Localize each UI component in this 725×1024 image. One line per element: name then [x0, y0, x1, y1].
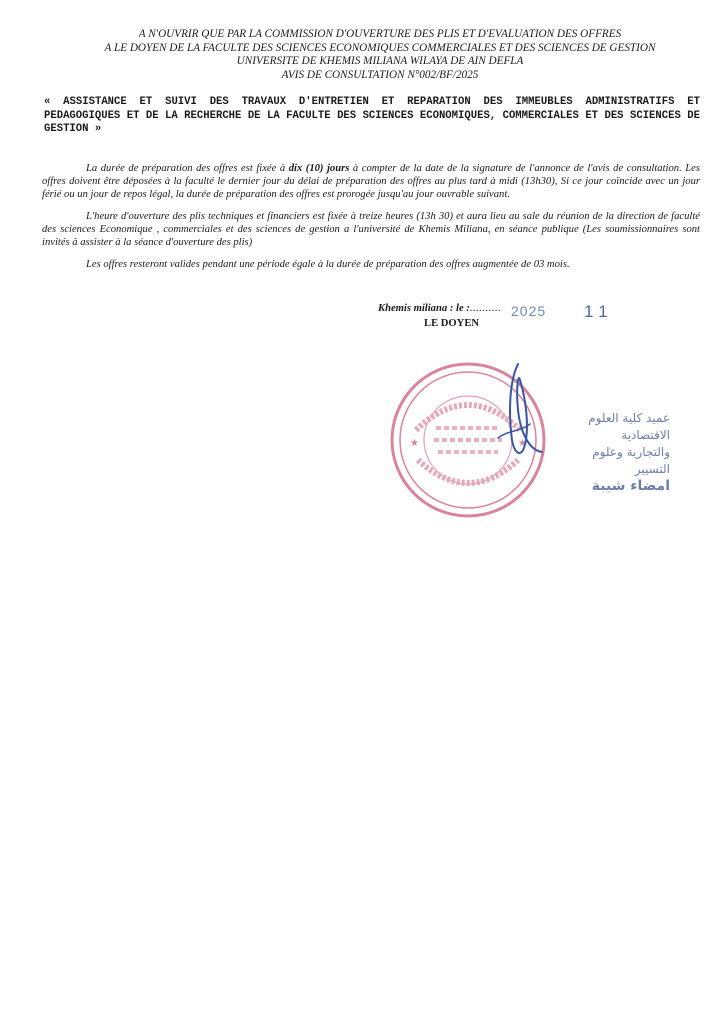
- document-body: [42, 162, 700, 271]
- date-stamp-year: 2025: [511, 303, 547, 319]
- document-header: [60, 28, 700, 82]
- p1-text-a: La durée de préparation des offres est fixée à: [86, 163, 289, 174]
- arabic-line-3: امضاء شيبة: [591, 478, 670, 494]
- svg-text:★: ★: [518, 438, 527, 449]
- header-line-2: A LE DOYEN DE LA FACULTE DES SCIENCES ECONOMIQUES COMMERCIALES ET DES SCIENCES DE GESTION: [104, 41, 656, 54]
- arabic-line-2: والتجارية وعلوم التسيير: [592, 445, 670, 476]
- arabic-stamp-text: [560, 410, 670, 495]
- signature-dots: ..........: [469, 303, 502, 314]
- signature-place: Khemis miliana : le :: [378, 303, 470, 314]
- header-line-4: AVIS DE CONSULTATION N°002/BF/2025: [281, 68, 479, 81]
- arabic-line-1: عميد كلية العلوم الاقتصادية: [588, 411, 670, 442]
- p1-text-b: à compter de la date de la signature de l'annonce de l'avis de consultation. Les offres doivent être déposées à la faculté le dernier jour du délai de préparation des offres au plus tard à midi (13h30), Si ce jour coïncide avec un jour férié ou un jour de repos légal, la durée de préparation des offres est prorogée jusqu'au jour ouvrable suivant.: [42, 163, 700, 200]
- consultation-title: « ASSISTANCE ET SUIVI DES TRAVAUX D'ENTRETIEN ET REPARATION DES IMMEUBLES ADMINISTRATIFS ET PEDAGOGIQUES ET DE LA RECHERCHE DE LA FACULTE DES SCIENCES ECONOMIQUES, COMMERCIALES ET DES SCIENCES DE GESTION »: [44, 96, 700, 135]
- signature-place-date: [378, 303, 501, 314]
- paragraph-opening-time: L'heure d'ouverture des plis techniques et financiers est fixée à treize heures (13h 30) et aura lieu au sale du réunion de la direction de faculté des sciences Economique , commerciales et des sciences de gestion a l'université de Khemis Miliana, en séance publique (Les soumissionnaires sont invités à assister à la séance d'ouverture des plis): [42, 211, 700, 248]
- p1-bold-duration: dix (10) jours: [288, 163, 350, 174]
- header-line-3: UNIVERSITE DE KHEMIS MILIANA WILAYA DE AIN DEFLA: [236, 55, 524, 68]
- handwritten-signature-image: [468, 360, 548, 470]
- paragraph-preparation-delay: [42, 162, 700, 201]
- svg-text:★: ★: [410, 438, 419, 449]
- paragraph-validity: Les offres resteront valides pendant une période égale à la durée de préparation des offres augmentée de 03 mois.: [86, 259, 570, 270]
- header-line-1: A N'OUVRIR QUE PAR LA COMMISSION D'OUVERTURE DES PLIS ET D'EVALUATION DES OFFRES: [138, 28, 622, 40]
- date-stamp-day: 11: [584, 302, 614, 321]
- dean-title: LE DOYEN: [424, 318, 480, 329]
